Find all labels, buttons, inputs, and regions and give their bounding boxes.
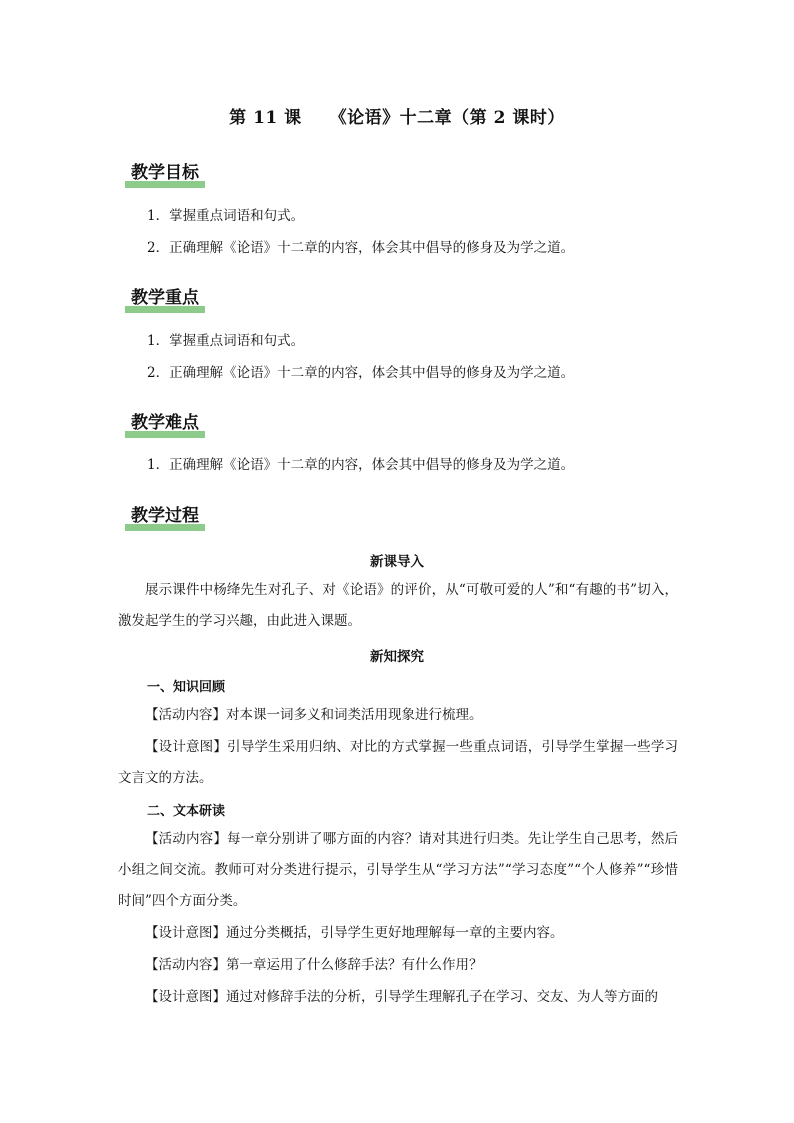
section-heading-difficulties: 教学难点 [125,412,205,436]
explore-title: 新知探究 [370,649,424,665]
section-heading-process: 教学过程 [125,505,205,529]
intro-paragraph: 展示课件中杨绛先生对孔子、对《论语》的评价，从“可敬可爱的人”和“有趣的书”切入，激发起学生的学习兴趣，由此进入课题。 [118,582,678,629]
section-heading-objectives: 教学目标 [125,162,205,186]
part1-title: 一、知识回顾 [147,680,226,695]
page-title [0,103,794,128]
difficulty-item-1: 1．正确理解《论语》十二章的内容，体会其中倡导的修身及为学之道。 [147,457,575,473]
part2-activity-2: 【活动内容】第一章运用了什么修辞手法？有什么作用？ [145,957,483,973]
intro-title: 新课导入 [370,554,424,570]
objective-item-2: 2．正确理解《论语》十二章的内容，体会其中倡导的修身及为学之道。 [147,240,575,256]
part2-design-1: 【设计意图】通过分类概括，引导学生更好地理解每一章的主要内容。 [145,925,564,941]
part1-design: 【设计意图】引导学生采用归纳、对比的方式掌握一些重点词语，引导学生掌握一些学习文言文的方法。 [118,739,678,786]
key-point-item-1: 1．掌握重点词语和句式。 [147,333,305,349]
section-heading-key-points: 教学重点 [125,287,205,311]
objective-item-1: 1．掌握重点词语和句式。 [147,208,305,224]
part2-title: 二、文本研读 [147,804,226,819]
lesson-name: 《论语》十二章（第 2 课时） [329,108,565,128]
lesson-number: 第 11 课 [229,108,302,128]
part2-design-2: 【设计意图】通过对修辞手法的分析，引导学生理解孔子在学习、交友、为人等方面的 [145,989,658,1005]
part2-activity-1: 【活动内容】每一章分别讲了哪方面的内容？请对其进行归类。先让学生自己思考，然后小组之间交流。教师可对分类进行提示，引导学生从“学习方法”“学习态度”“个人修养”“珍惜时间”四个方面分类。 [118,831,678,909]
part1-activity: 【活动内容】对本课一词多义和词类活用现象进行梳理。 [145,707,483,723]
key-point-item-2: 2．正确理解《论语》十二章的内容，体会其中倡导的修身及为学之道。 [147,365,575,381]
